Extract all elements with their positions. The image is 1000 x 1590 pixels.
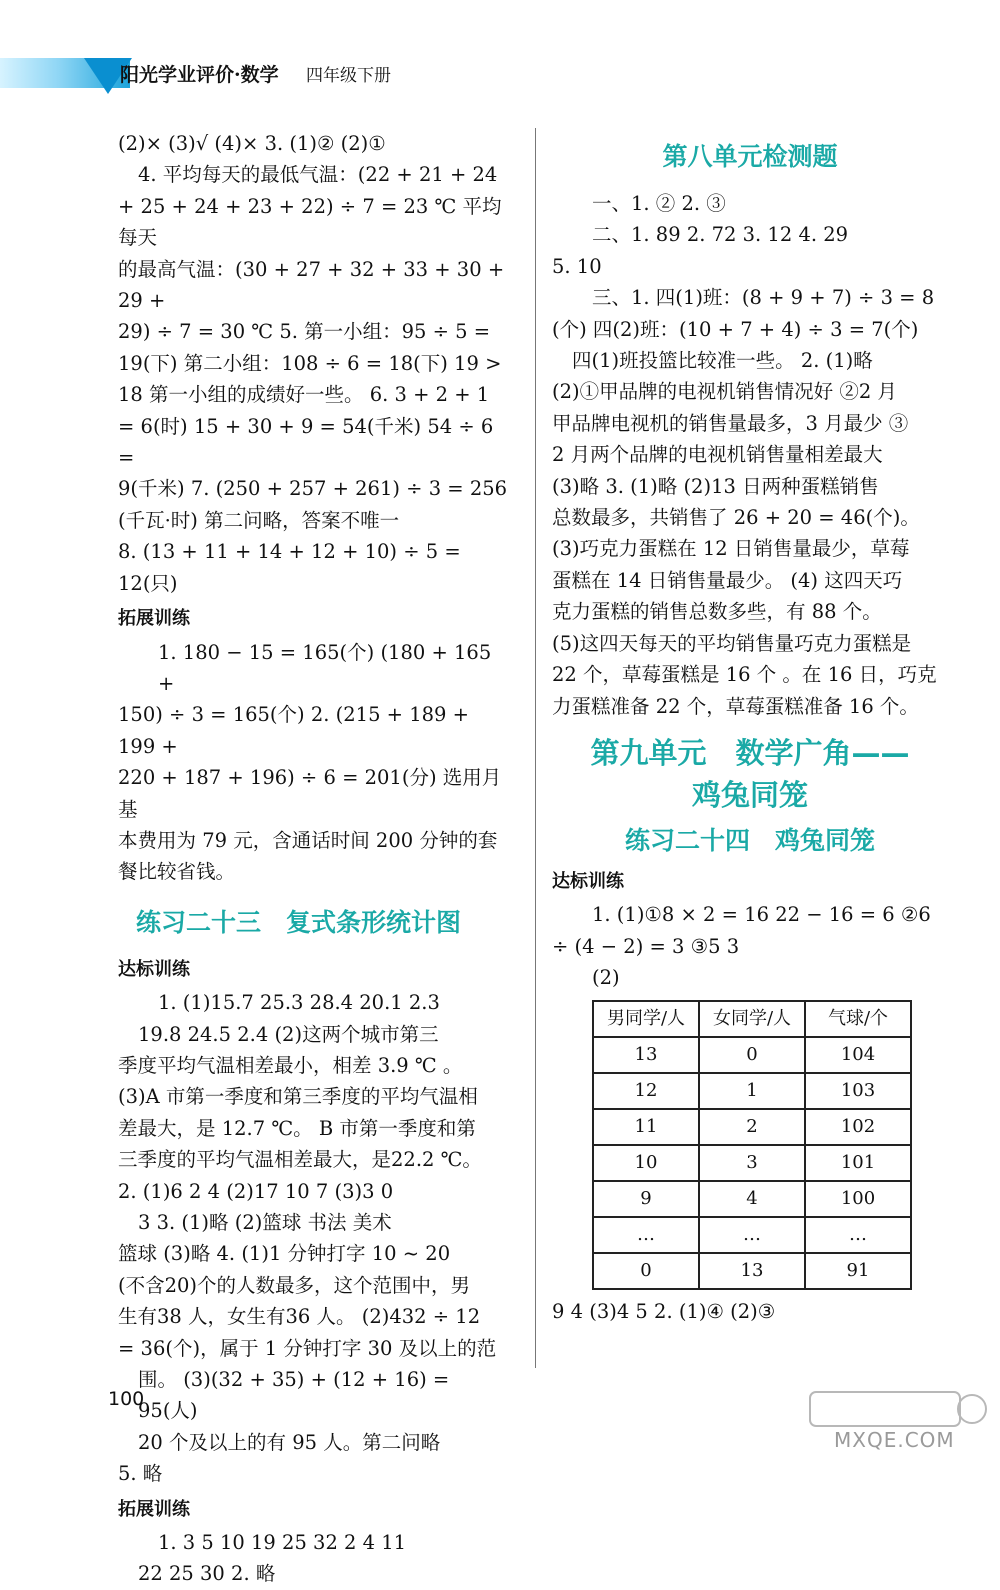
answer-line: (3)略 3. (1)略 (2)13 日两种蛋糕销售: [552, 474, 879, 498]
table-cell: 3: [699, 1145, 805, 1181]
book-title: 阳光学业评价·数学: [120, 64, 279, 86]
left-column: [118, 128, 508, 1590]
answer-line: 围。 (3)(32 + 35) + (12 + 16) = 95(人): [138, 1368, 450, 1423]
answer-line: 力蛋糕准备 22 个，草莓蛋糕准备 16 个。: [552, 694, 919, 718]
unit8-title: 第八单元检测题: [662, 142, 838, 171]
table-cell: 11: [593, 1109, 699, 1145]
answer-line: 甲品牌电视机的销售量最多，3 月最少 ③: [552, 411, 909, 435]
answer-line: 19(下) 第二小组：108 ÷ 6 = 18(下) 19 >: [118, 351, 502, 375]
answer-line: 本费用为 79 元，含通话时间 200 分钟的套: [118, 828, 498, 852]
page-header: [0, 52, 560, 96]
answer-line: (5)这四天每天的平均销售量巧克力蛋糕是: [552, 631, 912, 655]
table-cell: 101: [805, 1145, 911, 1181]
table-cell: …: [699, 1217, 805, 1253]
answer-line: = 6(时) 15 + 30 + 9 = 54(千米) 54 ÷ 6 =: [118, 414, 494, 470]
table-cell: 91: [805, 1253, 911, 1289]
answer-line: 1. (1)①8 × 2 = 16 22 − 16 = 6 ②6: [592, 903, 931, 927]
book-grade: 四年级下册: [306, 66, 391, 86]
answer-line: 19.8 24.5 2.4 (2)这两个城市第三: [138, 1022, 439, 1046]
watermark-url: MXQE.COM: [834, 1428, 955, 1452]
table-cell: 2: [699, 1109, 805, 1145]
table-header-cell: 女同学/人: [699, 1001, 805, 1037]
answer-line: 9(千米) 7. (250 + 257 + 261) ÷ 3 = 256: [118, 477, 508, 501]
answer-line: (2)①甲品牌的电视机销售情况好 ②2 月: [552, 380, 897, 404]
table-header-cell: 气球/个: [805, 1001, 911, 1037]
table-cell: …: [593, 1217, 699, 1253]
answer-line: 5. 略: [118, 1462, 163, 1486]
standard-training-heading: 达标训练: [552, 870, 624, 892]
answer-line: 4. 平均每天的最低气温：(22 + 21 + 24: [138, 163, 498, 187]
table-cell: 12: [593, 1073, 699, 1109]
answer-line: + 25 + 24 + 23 + 22) ÷ 7 = 23 ℃ 平均每天: [118, 194, 502, 250]
section-title: 练习二十三 复式条形统计图: [136, 907, 462, 937]
practice24-title: 练习二十四 鸡兔同笼: [624, 825, 875, 855]
answer-line: 2 月两个品牌的电视机销售量相差最大: [552, 443, 883, 467]
answer-line: 8. (13 + 11 + 14 + 12 + 10) ÷ 5 = 12(只): [118, 540, 461, 595]
table-row: [593, 1217, 911, 1253]
answer-line: 3 3. (1)略 (2)篮球 书法 美术: [138, 1211, 392, 1234]
answer-line: 篮球 (3)略 4. (1)1 分钟打字 10 ~ 20: [118, 1242, 451, 1266]
table-cell: …: [805, 1217, 911, 1253]
table-header-row: [593, 1001, 911, 1037]
table-row: [593, 1073, 911, 1109]
answer-line: 的最高气温：(30 + 27 + 32 + 33 + 30 + 29 +: [118, 257, 505, 313]
answer-line: 9 4 (3)4 5 2. (1)④ (2)③: [552, 1299, 776, 1323]
answer-line: 一、1. ② 2. ③: [592, 192, 726, 215]
table-cell: 4: [699, 1181, 805, 1217]
answer-line: 二、1. 89 2. 72 3. 12 4. 29: [592, 223, 849, 247]
answer-line: 季度平均气温相差最小，相差 3.9 ℃ 。: [118, 1053, 463, 1077]
column-divider: [535, 128, 536, 1368]
answer-line: ÷ (4 − 2) = 3 ③5 3: [552, 934, 740, 958]
table-row: [593, 1181, 911, 1217]
answer-line: 三、1. 四(1)班：(8 + 9 + 7) ÷ 3 = 8: [592, 286, 935, 310]
answer-line: (3)A 市第一季度和第三季度的平均气温相: [118, 1085, 478, 1109]
table-cell: 100: [805, 1181, 911, 1217]
answer-line: 1. (1)15.7 25.3 28.4 20.1 2.3: [158, 991, 440, 1015]
answer-line: 22 个，草莓蛋糕是 16 个 。在 16 日，巧克: [552, 663, 937, 687]
table-cell: 9: [593, 1181, 699, 1217]
answer-line: 20 个及以上的有 95 人。第二问略: [138, 1430, 441, 1454]
answer-line: 总数最多，共销售了 26 + 20 = 46(个)。: [552, 506, 920, 530]
balloon-table: [592, 1000, 912, 1290]
table-cell: 102: [805, 1109, 911, 1145]
answer-line: 150) ÷ 3 = 165(个) 2. (215 + 189 + 199 +: [118, 703, 469, 758]
extension-heading: 拓展训练: [118, 608, 190, 630]
answer-line: 1. 180 − 15 = 165(个) (180 + 165 +: [158, 640, 492, 695]
answer-line: 餐比较省钱。: [118, 860, 236, 884]
table-cell: 0: [699, 1037, 805, 1073]
answer-line: (3)巧克力蛋糕在 12 日销售量最少，草莓: [552, 537, 910, 561]
table-row: [593, 1109, 911, 1145]
right-column: [552, 128, 948, 1327]
answer-line: 差最大，是 12.7 ℃。 B 市第一季度和第: [118, 1116, 476, 1140]
answer-line: 2. (1)6 2 4 (2)17 10 7 (3)3 0: [118, 1179, 394, 1203]
answer-line: 22 25 30 2. 略: [138, 1562, 276, 1586]
answer-line: 蛋糕在 14 日销售量最少。 (4) 这四天巧: [552, 568, 903, 592]
answer-line: 三季度的平均气温相差最大，是22.2 ℃。: [118, 1148, 482, 1172]
table-cell: 0: [593, 1253, 699, 1289]
answer-line: (2): [592, 966, 620, 990]
table-cell: 13: [699, 1253, 805, 1289]
answer-line: (2)× (3)√ (4)× 3. (1)② (2)①: [118, 132, 386, 155]
table-cell: 103: [805, 1073, 911, 1109]
answer-line: = 36(个)，属于 1 分钟打字 30 及以上的范: [118, 1336, 497, 1360]
table-cell: 13: [593, 1037, 699, 1073]
unit9-title: [552, 732, 948, 816]
table-row: [593, 1253, 911, 1289]
answer-line: 18 第一小组的成绩好一些。 6. 3 + 2 + 1: [118, 383, 490, 407]
table-row: [593, 1037, 911, 1073]
standard-training-heading: 达标训练: [118, 958, 190, 980]
table-cell: 1: [699, 1073, 805, 1109]
answer-line: (个) 四(2)班：(10 + 7 + 4) ÷ 3 = 7(个): [552, 317, 919, 341]
answer-line: 5. 10: [552, 254, 602, 278]
page-number: 100: [108, 1388, 145, 1410]
watermark-logo: [800, 1388, 990, 1458]
extension-heading: 拓展训练: [118, 1498, 190, 1520]
answer-line: (千瓦·时) 第二问略，答案不唯一: [118, 508, 400, 532]
answer-line: (不含20)个的人数最多，这个范围中，男: [118, 1273, 471, 1297]
answer-line: 220 + 187 + 196) ÷ 6 = 201(分) 选用月基: [118, 766, 502, 821]
answer-line: 1. 3 5 10 19 25 32 2 4 11: [158, 1531, 407, 1555]
unit9-title-line2: 鸡兔同笼: [691, 777, 808, 812]
table-row: [593, 1145, 911, 1181]
answer-line: 29) ÷ 7 = 30 ℃ 5. 第一小组：95 ÷ 5 =: [118, 320, 491, 344]
table-cell: 104: [805, 1037, 911, 1073]
table-header-cell: 男同学/人: [593, 1001, 699, 1037]
answer-line: 克力蛋糕的销售总数多些，有 88 个。: [552, 600, 882, 624]
answer-line: 生有38 人，女生有36 人。 (2)432 ÷ 12: [118, 1305, 481, 1329]
table-cell: 10: [593, 1145, 699, 1181]
unit9-title-line1: 第九单元 数学广角——: [590, 735, 910, 770]
answer-line: 四(1)班投篮比较准一些。 2. (1)略: [572, 349, 873, 373]
